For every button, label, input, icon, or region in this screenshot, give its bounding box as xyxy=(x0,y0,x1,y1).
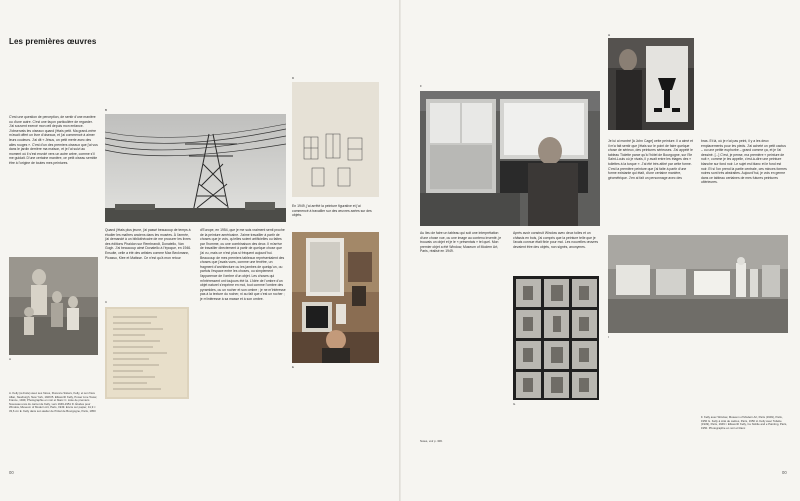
letter-c: C xyxy=(105,300,108,304)
right-column-2-text: Après avoir construit Window avec deux toiles et un châssis en bois, j'ai compris que la peinture telle que je l'avais connue était finie pour moi. Les nouvelles œuvres devaient être des objets, non signés, anonymes. xyxy=(513,231,599,249)
photo-f-kelly-with-window xyxy=(420,91,600,226)
left-column-1-text: Quand j'étais plus jeune, j'ai passé beaucoup de temps à étudier les maîtres anciens dans les musées. À l'armée, j'ai demandé à un bibliothécaire de me procurer les livres des éditions Phaidon sur Rembrandt, Donatello, Van Gogh. J'ai beaucoup aimé Donatello à l'époque, en 1946. Ensuite, celle a été des artistes comme Max Beckmann, Picasso, Klee et Matisse. Ce n'est qu'à mon retour xyxy=(105,228,192,260)
left-column-2-text: d'Europe, en 1954, que je me suis vraiment senti proche de la peinture américaine. J'aime travailler à partir de choses que je vois, qu'elles soient artificielles ou faites par l'homme, ou une combinaison des deux. Il m'arrive de travailler directement à partir de quelque chose que j'ai vu, mais ce n'est plus si fréquent aujourd'hui. Beaucoup de mes premiers tableaux représentaient des choses que j'avais vues, comme une fenêtre, un fragment d'architecture ou les jambes de quelqu'un, ou parfois l'espace entre les choses, ou simplement l'apparence de l'ombre d'un objet. Les choses qui m'intéressent ont toujours été là. L'idée de l'ombre d'un objet naturel s'exprime en moi, tout comme l'ombre des pyramides, ou un rocher et son ombre ; je ne m'intéresse pas à la texture du rocher, ni au fait que c'est un rocher ; je m'intéresse à sa masse et à son ombre. xyxy=(200,228,286,301)
photo-e-studio xyxy=(292,232,379,363)
photo-a-family xyxy=(9,257,98,355)
right-column-3-text: Je lui ai montré [à John Cage] cette peinture. Il a aimé et il m'a fait sentir que j'étais sur le point de faire quelque chose de sérieux, des peintures sérieuses. J'ai appelé le tableau Tiolette parce qu'à l'hôtel de Bourgogne, sur l'île Saint-Louis où je vivais, il y avait entre les étages des « toilettes à la turque ». J'ai été très attiré par cette forme. C'est la première peinture que j'ai faite à partir d'une forme existante qui était, d'une certaine manière, géométrique. J'en ai fait un personnage avec des xyxy=(608,139,694,180)
right-notes: Notes, voir p. 306. xyxy=(420,439,443,443)
letter-b: B xyxy=(105,108,108,112)
photo-i-objects xyxy=(608,235,788,333)
photo-g-contact-sheet xyxy=(513,276,599,400)
section-title: Les premières œuvres xyxy=(9,37,97,46)
intro-text: C'est une question de perception, de sentir d'une manière ou d'une autre. C'est une façon particulière de regarder. J'ai souvent exercé mon œil depuis mon enfance. J'observais les oiseaux quand j'étais petit. Ma grand-mère m'avait offert un livre d'oiseaux, et j'ai commencé à aimer leurs couleurs. J'ai dit « Jésus, un petit merle avec des ailes rouges ». C'est d'un des premiers oiseaux que j'ai vus dans le jardin derrière ma maison, et je l'ai suivi au moment où il s'est envolé vers un autre arbre, comme s'il me guidait. D'une certaine manière, ce petit oiseau semble être à l'origine de toutes mes peintures. xyxy=(9,115,98,165)
right-page xyxy=(401,0,800,501)
letter-f: F xyxy=(420,84,422,88)
photo-c-notebook-list xyxy=(105,307,189,399)
letter-d: D xyxy=(292,76,295,80)
letter-h: H xyxy=(608,33,611,37)
letter-i: I xyxy=(608,335,609,339)
letter-g: G xyxy=(513,402,516,406)
photo-d-window-studies xyxy=(292,82,379,197)
left-page xyxy=(0,0,399,501)
left-caption: A. Kelly (à droite) avec ses frères, Florence Sisters, Kelly, et son frère Allan, Newburgh, New York, 1929 B. Ellsworth Kelly, Power Line Tower, France, 1949, Photographie en noir et blanc C. Liste de premiers Nouveaux-nés du carnet de Kelly, vers 1949-1951 D. Études pour Window, Museum of Modern Art, Paris, 1949. Encre sur papier, 41,9 × 33,6 cm E. Kelly dans son atelier de l'hôtel de Bourgogne, Paris, 1950 xyxy=(9,391,98,413)
letter-a: A xyxy=(9,357,12,361)
right-column-1-text: Au lieu de faire un tableau qui soit une interprétation d'une chose vue, ou une image au contenu inventé, je trouvais un objet et je le « présentais » tel quel. Mon premier objet a été Window, Museum of Modern Art, Paris, réalisé en 1949. xyxy=(420,231,502,254)
right-column-4-text: bras. Et là, où je n'ai pas peint, il y a les deux emplacements pour les pieds. J'ai acheté un petit cactus – ou une petite euphorbe – grand comme ça, et je l'ai dessiné. [...] C'est, je pense, ma première « peinture de nuit », comme je les appelle, c'est-à-dire une peinture blanche sur fond noir. Le sujet est blanc et le fond est noir. Et si l'on prend la partie centrale, ces minces formes noires sont très abstraites. Aujourd'hui, je vois en germe dans ce tableau certaines de mes futures peintures ultérieures. xyxy=(701,139,787,185)
left-column-3-text: En 1949, j'ai arrêté la peinture figurative et j'ai commencé à travailler sur des œuvres axées sur des objets. xyxy=(292,204,372,218)
right-caption: F. Kelly avec Window, Museum of Modern Art, Paris (1949), Paris, 1950 G. Kelly à côté de cadres, Paris, 1950 H. Kelly avec Toilette (1949), Paris, 1949 I. Ellsworth Kelly, Ce Nobile and e Painting, Paris, 1950. Photographie en noir et blanc xyxy=(701,415,788,430)
left-folio: 00 xyxy=(9,470,14,475)
letter-e: E xyxy=(292,365,295,369)
photo-b-power-tower xyxy=(105,114,286,222)
photo-h-kelly-with-toilette xyxy=(608,38,694,130)
right-folio: 00 xyxy=(782,470,787,475)
